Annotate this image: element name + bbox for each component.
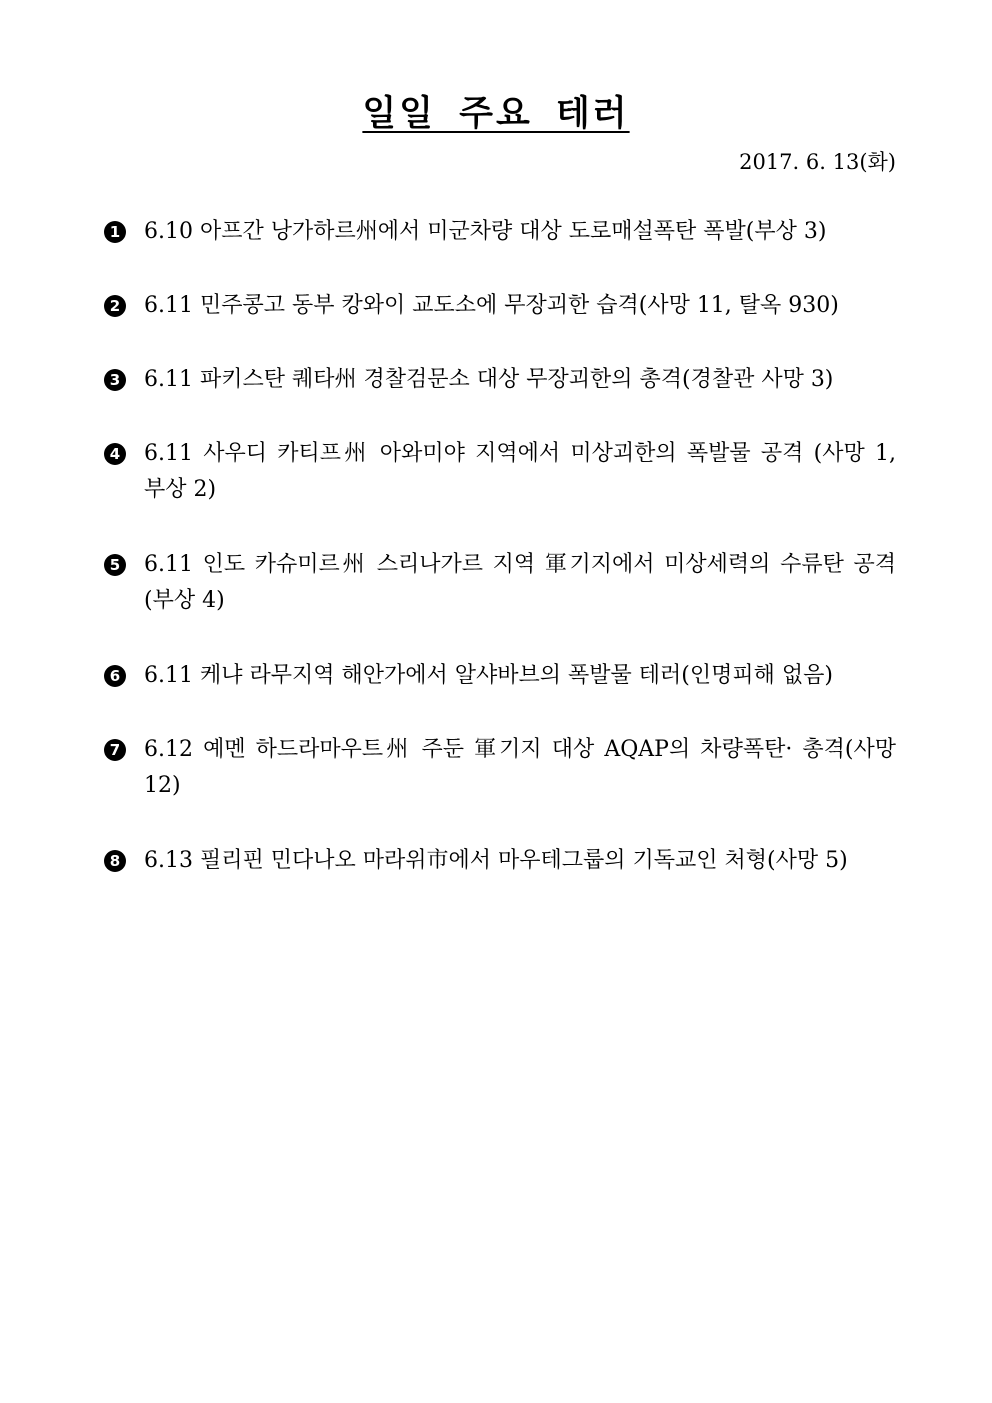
incident-text: 6.11 케냐 라무지역 해안가에서 알샤바브의 폭발물 테러(인명피해 없음) (144, 663, 833, 688)
incident-item (104, 288, 896, 324)
incident-item (104, 732, 896, 804)
report-date: 2017. 6. 13(화) (739, 150, 896, 174)
incident-item (104, 362, 896, 398)
number-badge: 1 (104, 221, 126, 243)
incident-item (104, 436, 896, 508)
incident-text: 6.13 필리핀 민다나오 마라위市에서 마우테그룹의 기독교인 처형(사망 5) (144, 848, 848, 873)
incident-item (104, 547, 896, 619)
page-title (0, 86, 992, 136)
number-badge: 2 (104, 295, 126, 317)
incident-item (104, 214, 896, 250)
number-badge: 6 (104, 665, 126, 687)
incident-text: 6.11 민주콩고 동부 캉와이 교도소에 무장괴한 습격(사망 11, 탈옥 930) (144, 293, 839, 318)
incident-text: 6.11 인도 카슈미르州 스리나가르 지역 軍기지에서 미상세력의 수류탄 공격(부상 4) (144, 552, 896, 613)
number-badge: 5 (104, 554, 126, 576)
number-badge: 8 (104, 850, 126, 872)
incident-text: 6.12 예멘 하드라마우트州 주둔 軍기지 대상 AQAP의 차량폭탄· 총격(사망 12) (144, 737, 896, 798)
page-title-text: 일일 주요 테러 (362, 94, 630, 134)
incident-text: 6.11 사우디 카티프州 아와미야 지역에서 미상괴한의 폭발물 공격 (사망 1, 부상 2) (144, 441, 896, 502)
incident-list (104, 214, 896, 917)
number-badge: 3 (104, 369, 126, 391)
number-badge: 4 (104, 443, 126, 465)
incident-item (104, 843, 896, 879)
incident-text: 6.10 아프간 낭가하르州에서 미군차량 대상 도로매설폭탄 폭발(부상 3) (144, 219, 827, 244)
incident-item (104, 658, 896, 694)
incident-text: 6.11 파키스탄 퀘타州 경찰검문소 대상 무장괴한의 총격(경찰관 사망 3) (144, 367, 834, 392)
number-badge: 7 (104, 739, 126, 761)
